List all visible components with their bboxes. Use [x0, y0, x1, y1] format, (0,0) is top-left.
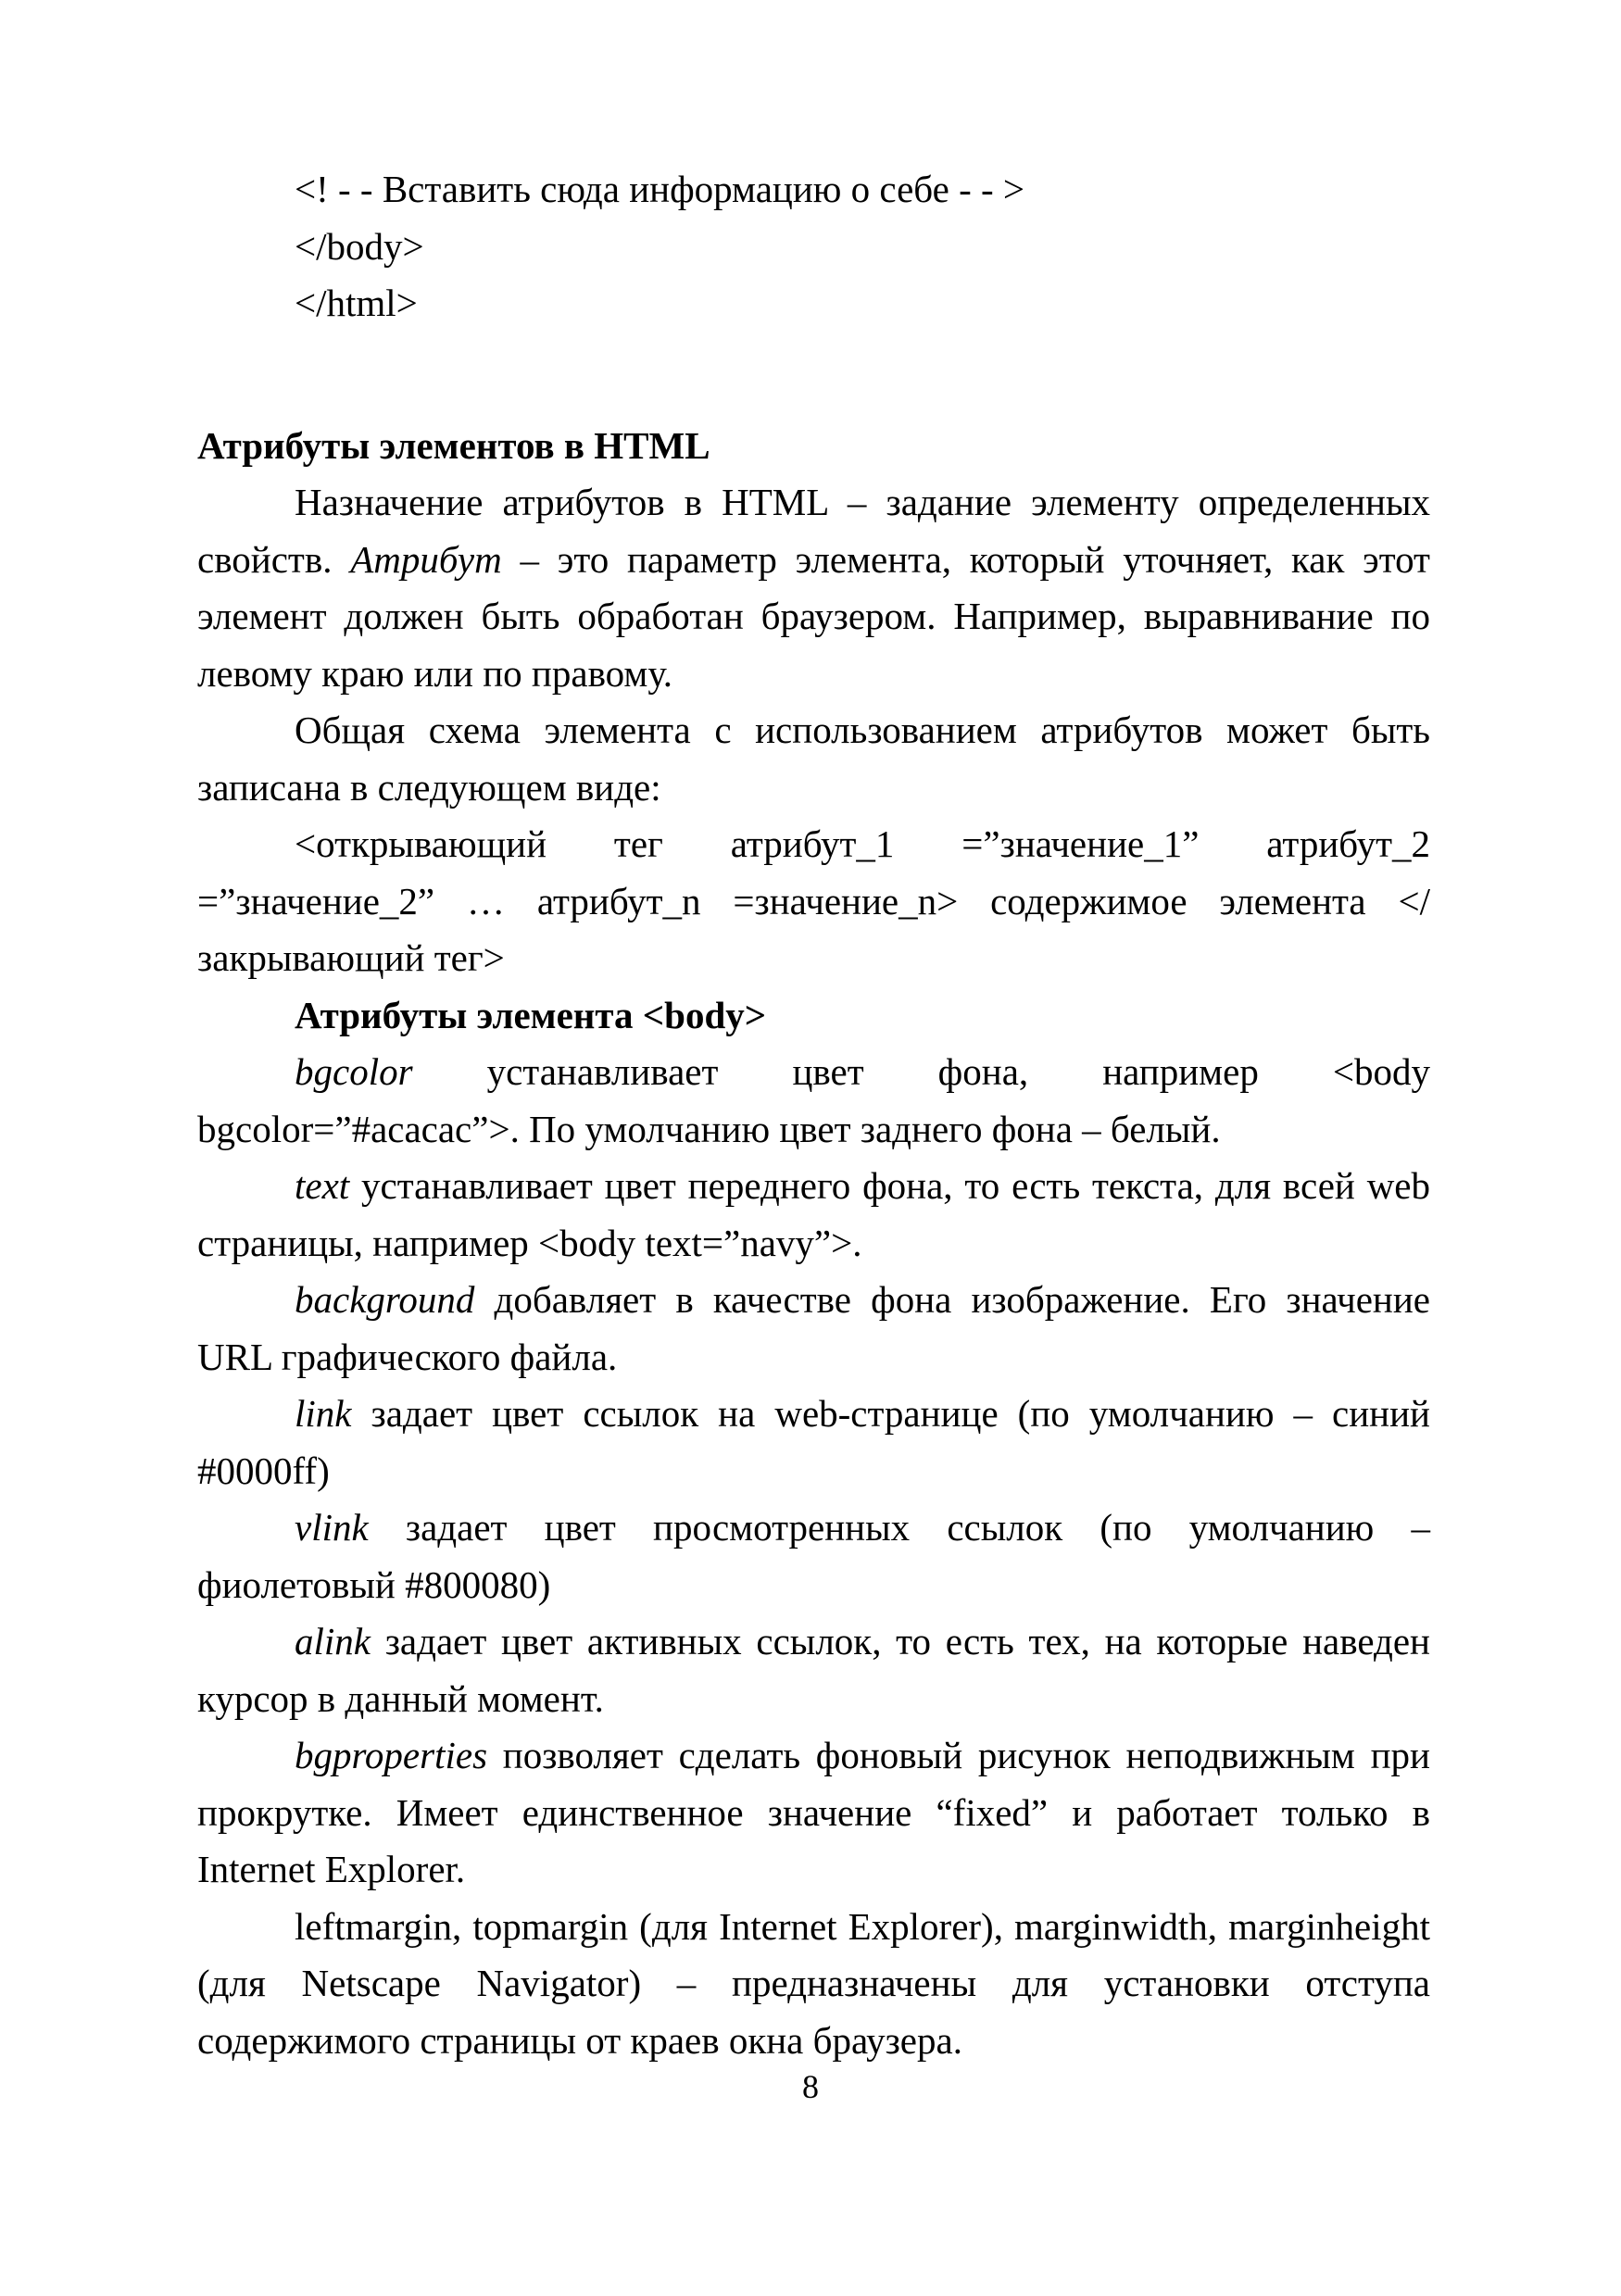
term-attribute: Атрибут: [350, 537, 502, 581]
code-comment-line: <! - - Вставить сюда информацию о себе - - >: [295, 168, 1025, 210]
blank-spacer: [197, 332, 1430, 418]
attr-description: устанавливает цвет переднего фона, то есть текста, для всей web страницы, например <body text=”navy”>.: [197, 1164, 1430, 1264]
attr-text: [197, 1158, 1430, 1272]
paragraph-attributes-purpose: [197, 474, 1430, 702]
attr-name: bgproperties: [295, 1734, 488, 1776]
attr-description: задает цвет просмотренных ссылок (по умолчанию – фиолетовый #800080): [197, 1506, 1430, 1606]
attr-bgproperties: [197, 1727, 1430, 1899]
attr-bgcolor: [197, 1044, 1430, 1158]
attr-alink: [197, 1613, 1430, 1727]
attr-description: задает цвет активных ссылок, то есть тех, на которые наведен курсор в данный момент.: [197, 1620, 1430, 1720]
attr-margins: leftmargin, topmargin (для Internet Explorer), marginwidth, marginheight (для Netscape Navigator) – предназначены для установки отступа содержимого страницы от краев окна браузера.: [197, 1904, 1430, 2062]
attr-name: vlink: [295, 1506, 369, 1549]
body-attributes-title: Атрибуты элемента <body>: [295, 993, 767, 1036]
paragraph-text: Назначение атрибутов в HTML – задание элементу определенных свойств.: [197, 481, 1430, 581]
attr-name: link: [295, 1392, 352, 1435]
paragraph-scheme-syntax: <открывающий тег атрибут_1 =”значение_1” атрибут_2 =”значение_2” … атрибут_n =значение_n> содержимое элемента </закрывающий тег>: [197, 822, 1430, 979]
attr-name: text: [295, 1164, 350, 1207]
attr-vlink: [197, 1499, 1430, 1613]
attr-description: задает цвет ссылок на web-странице (по умолчанию – синий #0000ff): [197, 1392, 1430, 1492]
attr-name: alink: [295, 1620, 371, 1662]
attr-name: background: [295, 1278, 475, 1321]
section-title: Атрибуты элементов в HTML: [197, 423, 710, 467]
paragraph-text: – это параметр элемента, который уточняет, как этот элемент должен быть обработан браузером. Например, выравнивание по левому краю или по правому.: [197, 537, 1430, 695]
code-html-close-line: </html>: [295, 282, 418, 324]
paragraph-general-scheme: Общая схема элемента с использованием атрибутов может быть записана в следующем виде:: [197, 709, 1430, 809]
page-content: [197, 161, 1430, 2069]
attr-description: устанавливает цвет фона, например <body bgcolor=”#acacac”>. По умолчанию цвет заднего фона – белый.: [197, 1050, 1430, 1150]
attr-link: [197, 1386, 1430, 1499]
attr-name: bgcolor: [295, 1050, 413, 1093]
attr-description: добавляет в качестве фона изображение. Его значение URL графического файла.: [197, 1278, 1430, 1378]
page-number: 8: [802, 2068, 819, 2105]
attr-background: [197, 1272, 1430, 1386]
attr-description: позволяет сделать фоновый рисунок неподвижным при прокрутке. Имеет единственное значение “fixed” и работает только в Internet Explorer.: [197, 1734, 1430, 1890]
code-body-close-line: </body>: [295, 224, 424, 268]
